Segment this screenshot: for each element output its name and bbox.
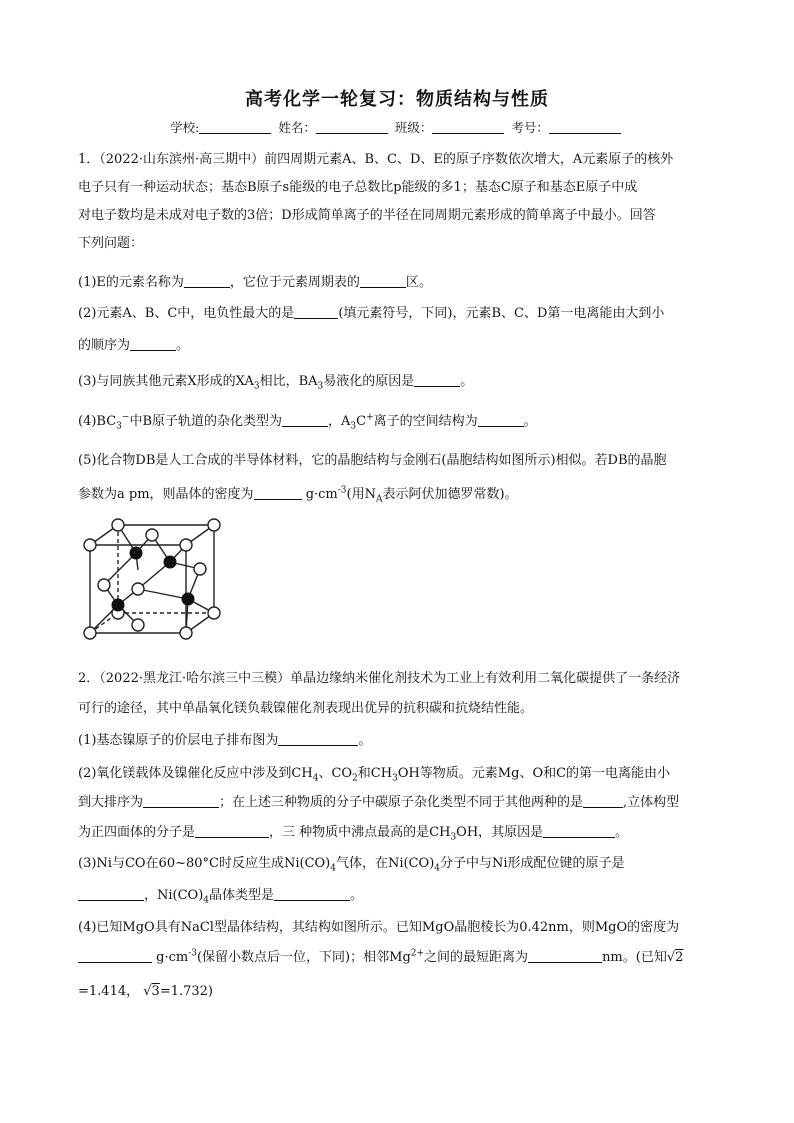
q1-intro-line-2: 电子只有一种运动状态；基态B原子s能级的电子总数比p能级的多1；基态C原子和基态E原子中成 [78,180,638,195]
q2-p3-sub2: 4 [434,863,441,874]
q2-p3-text-a: (3)Ni与CO在60~80°C时反应生成Ni(CO) [78,856,331,871]
lattice-atoms [84,519,220,639]
q1-p3-sub2: 3 [317,381,324,392]
q1-part-1 [78,271,728,290]
q2-p4-sup1: -3 [188,948,197,959]
q2-p2-text-e: 到大排序为 [78,795,144,810]
q1-p4-text-b: 中B原子轨道的杂化类型为 [129,414,282,429]
q2-p2-text-g: ,立体构型 [623,795,680,810]
q2-p2-text-f: ；在上述三种物质的分子中碳原子杂化类型不同于其他两种的是 [219,795,584,810]
q1-p4-sup2: + [366,412,374,423]
q1-part-5-line-1: (5)化合物DB是人工合成的半导体材料，它的晶胞结构与金刚石(晶胞结构如图所示)相似。若DB的晶胞 [78,453,667,468]
q2-part-2-line-3 [78,821,728,843]
q1-p1-blank-2[interactable] [360,275,406,288]
q1-part-3 [78,370,728,392]
q2-p2-text-j: OH，其原因是 [456,825,544,840]
q1-p4-blank-2[interactable] [478,414,524,427]
q1-p2-text-a: (2)元素A、B、C中，电负性最大的是 [78,306,295,321]
page-title: 高考化学一轮复习：物质结构与性质 [245,89,549,110]
q1-p5-text-b: 参数为a pm，则晶体的密度为 [78,487,254,502]
diamond-unit-cell-figure [72,515,232,655]
class-blank[interactable] [432,121,504,134]
q2-p2-text-a: (2)氧化镁载体及镍催化反应中涉及到CH [78,766,313,781]
q1-p4-text-a: (4)BC [78,414,117,429]
q2-intro-line-1: 2．（2022·黑龙江·哈尔滨三中三模）单晶边缘纳米催化剂技术为工业上有效利用二氧化碳提供了一条经济 [78,671,681,686]
q1-p5-text-c: g·cm [305,487,338,502]
q2-p3-blank-2[interactable] [274,888,350,901]
q2-part-2-line-1 [78,762,728,784]
q1-p5-sup: -3 [337,485,347,496]
q1-p3-sub: 3 [253,381,260,392]
q1-p4-text-e: 离子的空间结构为 [373,414,478,429]
q2-part-2-line-2 [78,791,728,810]
q1-p3-text-b: 相比，BA [259,374,318,389]
student-info-line [0,118,794,136]
q2-p2-sub4: 3 [450,832,457,843]
q1-p4-blank-1[interactable] [282,414,328,427]
q2-p3-text-d: ，Ni(CO) [144,888,204,903]
sqrt2-symbol: √ [666,950,676,965]
q1-p5-blank[interactable] [254,487,302,500]
q1-part-2-line-2 [78,334,728,353]
q1-p3-text-d: 。 [460,374,474,389]
q1-p5-text-e: 表示阿伏加德罗常数)。 [382,487,518,502]
q1-p1-text-c: 区。 [405,275,432,290]
q2-p2-text-c: 和CH [357,766,393,781]
q1-p4-sup: − [121,412,130,423]
q1-p4-text-f: 。 [523,414,537,429]
q1-p2-text-c: 的顺序为 [78,338,131,353]
q1-p3-text-a: (3)与同族其他元素X形成的XA [78,374,254,389]
q2-intro-line-2: 可行的途径，其中单晶氧化镁负载镍催化剂表现出优异的抗积碳和抗烧结性能。 [78,701,534,716]
q1-part-5-line-2 [78,483,728,505]
q2-p4-sup2: 2+ [410,948,425,959]
q1-p3-text-c: 易液化的原因是 [323,374,415,389]
q2-p2-blank-4[interactable] [543,825,615,838]
school-label: 学校: [170,120,200,135]
q2-p2-blank-2[interactable] [583,795,623,808]
q2-p2-text-d: OH等物质。元素Mg、O和C的第一电离能由小 [397,766,671,781]
q1-p4-sub: 3 [116,421,122,432]
name-blank[interactable] [316,121,388,134]
q2-p4-text-f: =1.732) [159,984,214,999]
q1-part-2-line-1 [78,302,728,321]
q2-p3-text-e: 晶体类型是 [209,888,275,903]
sqrt2-value: 2 [675,950,684,965]
q2-part-4-line-1: (4)已知MgO具有NaCl型晶体结构，其结构如图所示。已知MgO晶胞棱长为0.42nm，则MgO的密度为 [78,920,680,935]
q2-p1-text-a: (1)基态镍原子的价层电子排布图为 [78,733,279,748]
class-label: 班级： [394,120,433,135]
q2-part-1 [78,729,728,748]
q2-p3-text-b: 气体，在Ni(CO) [336,856,435,871]
q2-p3-blank-1[interactable] [78,888,144,901]
q1-p1-blank-1[interactable] [184,275,230,288]
q2-p2-sub1: 4 [312,773,319,784]
q2-p3-text-f: 。 [350,888,364,903]
q2-part-4-line-2 [78,946,728,965]
q1-p4-sub2: 3 [350,421,357,432]
q2-p4-text-e: =1.414， [78,984,140,999]
q1-p5-sub: A [375,494,383,505]
q1-intro-line-3: 对电子数均是未成对电子数的3倍；D形成简单离子的半径在同周期元素形成的简单离子中最小。回答 [78,208,656,223]
q2-p4-blank-2[interactable] [528,950,602,963]
q1-p5-text-d: (用N [346,487,376,502]
interior-atoms [112,547,195,612]
q2-p3-sub3: 4 [203,895,210,906]
q2-part-3-line-1 [78,852,728,874]
q1-p4-text-d: C [356,414,367,429]
q1-p1-text-a: (1)E的元素名称为 [78,275,184,290]
q2-p4-text-d: nm。(已知 [602,950,667,965]
q2-p4-text-a: g·cm [156,950,189,965]
q1-p4-text-c: ，A [328,414,351,429]
exam-no-blank[interactable] [549,121,621,134]
q1-p2-blank-1[interactable] [294,306,338,319]
q2-p4-blank-1[interactable] [78,950,152,963]
q2-p1-text-b: 。 [358,733,372,748]
school-blank[interactable] [199,121,271,134]
q1-p2-blank-2[interactable] [130,338,176,351]
q1-intro-line-1: 1．（2022·山东滨州·高三期中）前四周期元素A、B、C、D、E的原子序数依次增大，A元素原子的核外 [78,152,674,167]
q2-p3-text-c: 分子中与Ni形成配位键的原子是 [440,856,625,871]
q2-p2-blank-3[interactable] [195,825,269,838]
q2-p4-text-b: (保留小数点后一位，下同)；相邻Mg [196,950,411,965]
q2-part-4-line-3 [78,980,728,999]
q2-part-3-line-2 [78,884,728,906]
q1-part-4 [78,410,728,432]
q2-p2-text-b: 、CO [318,766,353,781]
sqrt3-value: 3 [151,984,160,999]
exam-no-label: 考号： [511,120,549,135]
q1-p2-text-d: 。 [176,338,190,353]
q1-intro-line-4: 下列问题： [78,236,144,251]
q2-p1-blank[interactable] [278,733,358,746]
q1-p2-text-b: (填元素符号，下同)，元素B、C、D第一电离能由大到小 [338,306,665,321]
name-label: 姓名： [278,120,316,135]
q1-p1-text-b: ，它位于元素周期表的 [229,275,360,290]
q1-p3-blank[interactable] [414,374,460,387]
q2-p2-blank-1[interactable] [143,795,219,808]
q2-p2-sub3: 3 [392,773,398,784]
q2-p3-sub1: 4 [330,863,336,874]
q2-p2-text-i: ，三 种物质中沸点最高的是CH [269,825,451,840]
q2-p2-sub2: 2 [352,773,358,784]
q2-p2-text-k: 。 [615,825,629,840]
q2-p2-text-h: 为正四面体的分子是 [78,825,196,840]
q2-p4-text-c: 之间的最短距离为 [424,950,529,965]
sqrt3-symbol: √ [143,984,152,999]
